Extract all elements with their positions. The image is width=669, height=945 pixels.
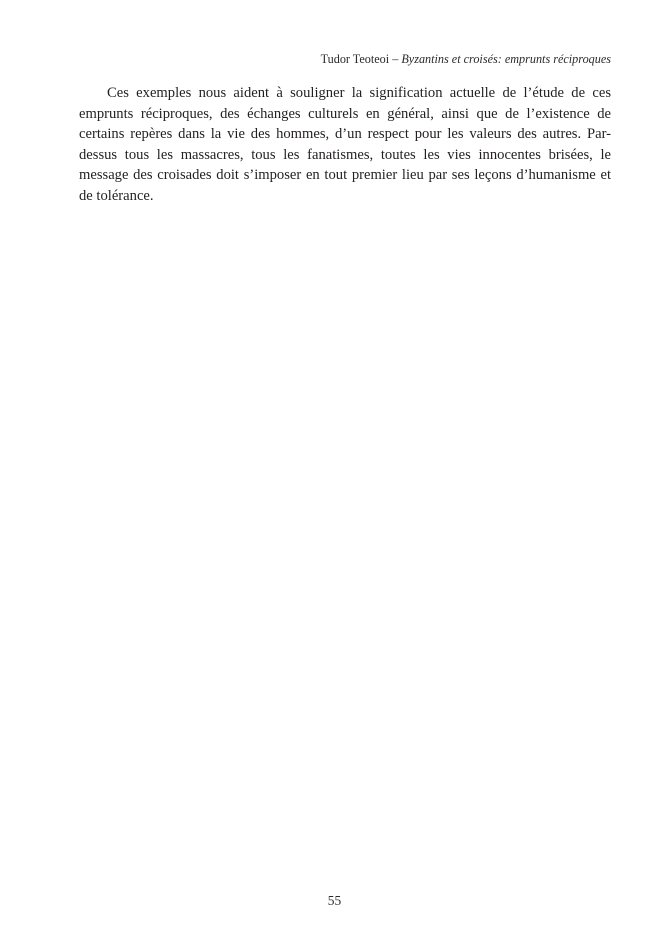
- header-author: Tudor Teoteoi: [320, 52, 390, 66]
- page-number: 55: [327, 893, 342, 908]
- body-paragraph: Ces exemples nous aident à souligner la signification actuelle de l’étude de ces emprunts réciproques, des échanges culturels en général, ainsi que de l’existence de certains repères dans la vie des hommes, d’un respect pour les valeurs des autres. Par-dessus tous les massacres, tous les fanatismes, toutes les vies innocentes brisées, le message des croisades doit s’imposer en tout premier lieu par ses leçons d’humanisme et de tolérance.: [79, 85, 611, 204]
- header-separator: –: [389, 52, 402, 66]
- header-title: Byzantins et croisés: emprunts réciproques: [401, 52, 611, 66]
- running-header: [321, 51, 611, 67]
